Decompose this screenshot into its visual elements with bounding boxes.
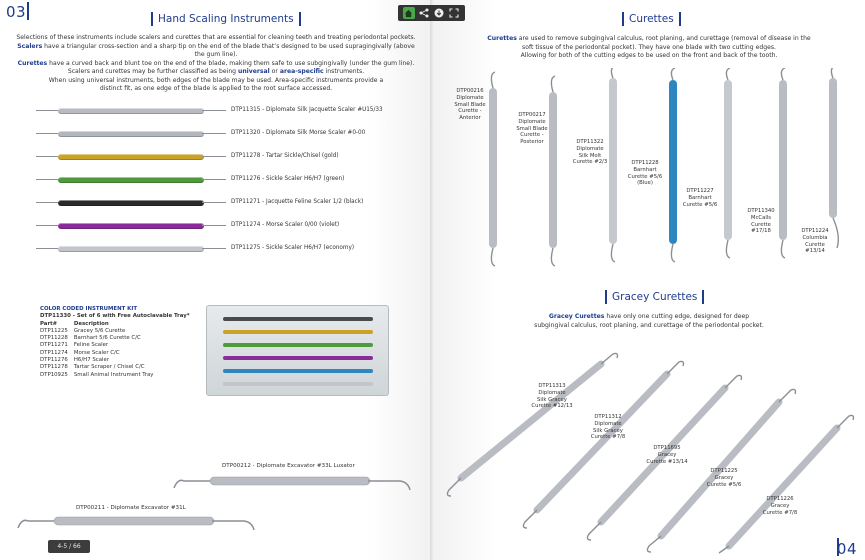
intro-line: subgingival calculus, root planing, and curettage of the periodontal pocket. xyxy=(534,321,764,329)
curette-label xyxy=(795,228,835,255)
gracey-part: DTP11313 xyxy=(538,383,566,389)
curette-line: Curette #5/6 xyxy=(682,201,718,208)
instrument-row[interactable] xyxy=(36,151,339,163)
intro-paragraph xyxy=(14,34,418,94)
intro-line xyxy=(14,60,418,69)
curette-part: DTP00216 xyxy=(456,88,484,94)
kit-subtitle: DTP11330 - Set of 6 with Free Autoclavable Tray* xyxy=(40,313,190,320)
curette-line: Diplomate xyxy=(576,145,604,152)
gracey-intro xyxy=(503,313,795,330)
instrument-label: DTP11320 - Diplomate Silk Morse Scaler #0-00 xyxy=(231,130,366,136)
instrument-image xyxy=(36,105,226,117)
share-icon xyxy=(419,8,429,18)
highlight-universal: universal xyxy=(238,68,270,75)
kit-part: DTP11276 xyxy=(40,357,68,364)
excavator-31l-label: DTP00211 - Diplomate Excavator #31L xyxy=(76,505,186,511)
intro-line xyxy=(463,35,835,44)
instrument-row[interactable] xyxy=(36,128,366,140)
home-button[interactable] xyxy=(403,7,415,19)
gracey-line: Gracey xyxy=(714,474,734,481)
curette-part: DTP11227 xyxy=(686,188,714,194)
gracey-part: DTP11226 xyxy=(766,496,794,502)
kit-part: DTP11228 xyxy=(40,335,68,342)
gracey-line: Gracey xyxy=(657,451,677,458)
gracey-line: Curette #13/14 xyxy=(646,458,688,465)
page-number-left: 03 xyxy=(6,3,27,21)
curette-line: Anterior xyxy=(459,115,481,122)
kit-desc: Feline Scaler xyxy=(73,342,109,349)
curette-line: #13/14 xyxy=(805,248,825,255)
kit-desc: Small Animal Instrument Tray xyxy=(73,371,154,378)
left-page xyxy=(0,0,432,560)
intro-line: Selections of these instruments include scalers and curettes that are essential for cleaning teeth and treating periodontal pockets. xyxy=(16,34,416,41)
instrument-row[interactable] xyxy=(36,174,345,186)
gracey-line: Diplomate xyxy=(538,389,566,396)
intro-text: Scalers and curettes may be further classified as being xyxy=(67,68,238,75)
curette-line: Curette #5/6 xyxy=(627,173,663,180)
gracey-line: Diplomate xyxy=(594,420,622,427)
gracey-line: Silk Gracey xyxy=(593,427,623,434)
instrument-image xyxy=(36,128,226,140)
tray-instrument xyxy=(223,330,373,334)
intro-line: When using universal instruments, both edges of the blade may be used. Area-specific instruments provide a xyxy=(48,76,384,84)
curette-label xyxy=(741,208,781,235)
table-row xyxy=(40,357,159,364)
curette-line: Curette xyxy=(805,241,825,248)
highlight-gracey: Gracey Curettes xyxy=(548,313,605,320)
curette-line: Posterior xyxy=(520,139,544,146)
tray-instrument xyxy=(223,382,373,386)
heading-gracey-curettes: Gracey Curettes xyxy=(605,290,704,304)
curette-label xyxy=(621,160,669,187)
curette-label xyxy=(511,112,553,146)
intro-text: instruments. xyxy=(323,68,365,75)
curette-label xyxy=(449,88,491,122)
highlight-curettes: Curettes xyxy=(17,59,48,67)
curette-line: #17/18 xyxy=(751,228,771,235)
tray-instrument xyxy=(223,369,373,373)
instrument-row[interactable] xyxy=(36,220,340,232)
instrument-label: DTP11271 - Jacquette Feline Scaler 1/2 (black) xyxy=(231,199,364,205)
gracey-label xyxy=(699,468,749,488)
table-row xyxy=(40,372,159,379)
table-row xyxy=(40,335,159,342)
curette-line: Small Blade xyxy=(516,125,548,132)
kit-desc: Gracey 5/6 Curette xyxy=(73,327,126,334)
instrument-image xyxy=(36,243,226,255)
kit-part: DTP11271 xyxy=(40,342,68,349)
curette-line: Barnhart xyxy=(688,194,712,201)
instrument-image xyxy=(36,151,226,163)
kit-part: DTP11278 xyxy=(40,364,68,371)
gracey-label xyxy=(639,445,695,465)
intro-text: have a triangular cross-section and a sharp tip on the end of the blade that’s designed to be used supragingivally (above the gum line). xyxy=(42,42,415,58)
gracey-line: Curette #7/8 xyxy=(762,509,798,516)
page-counter: 4-5 / 66 xyxy=(48,540,90,553)
intro-line: soft tissue of the periodontal pocket). They have one blade with two cutting edges. xyxy=(522,43,776,51)
intro-line xyxy=(503,313,795,322)
table-row xyxy=(40,364,159,371)
intro-line xyxy=(14,43,418,60)
gracey-line: Silk Gracey xyxy=(537,396,567,403)
tray-instrument xyxy=(223,343,373,347)
viewer-toolbar xyxy=(398,5,465,21)
instrument-row[interactable] xyxy=(36,243,355,255)
instrument-label: DTP11276 - Sickle Scaler H6/H7 (green) xyxy=(231,176,345,182)
tray-instrument xyxy=(223,356,373,360)
instrument-tray-image xyxy=(206,305,389,396)
curette-part: DTP11224 xyxy=(801,228,829,234)
instrument-label: DTP11275 - Sickle Scaler H6/H7 (economy) xyxy=(231,245,355,251)
highlight-scalers: Scalers xyxy=(17,42,43,50)
gracey-line: Curette #12/13 xyxy=(531,403,573,410)
curette-line: Diplomate xyxy=(456,94,484,101)
curette-line: Curette - xyxy=(458,108,482,115)
gracey-line: Curette #5/6 xyxy=(706,481,742,488)
table-row xyxy=(40,328,159,335)
intro-text: have only one cutting edge, designed for deep xyxy=(604,313,750,320)
heading-hand-scaling: Hand Scaling Instruments xyxy=(151,12,301,26)
instrument-label: DTP11278 - Tartar Sickle/Chisel (gold) xyxy=(231,153,339,159)
curette-part: DTP00217 xyxy=(518,112,546,118)
curette-line: (Blue) xyxy=(637,180,653,187)
instrument-image xyxy=(36,174,226,186)
curette-line: Diplomate xyxy=(518,118,546,125)
instrument-row[interactable] xyxy=(36,105,383,117)
heading-curettes: Curettes xyxy=(622,12,681,26)
curette-part: DTP11340 xyxy=(747,208,775,214)
gracey-label xyxy=(755,496,805,516)
gracey-line: Curette #7/8 xyxy=(590,434,626,441)
gracey-line: Gracey xyxy=(770,502,790,509)
curette-line: Columbia xyxy=(802,234,828,241)
gracey-part: DTP11312 xyxy=(594,414,622,420)
intro-text: have a curved back and blunt toe on the end of the blade, making them safe to use subgingivally (under the gum line). xyxy=(47,59,415,67)
share-button[interactable] xyxy=(418,7,430,19)
gracey-part: DTP11695 xyxy=(653,445,681,451)
instrument-label: DTP11274 - Morse Scaler 0/00 (violet) xyxy=(231,222,340,228)
instrument-image xyxy=(36,220,226,232)
table-row xyxy=(40,350,159,357)
tray-instrument xyxy=(223,317,373,321)
kit-desc: Morse Scaler C/C xyxy=(73,349,120,356)
intro-text: or xyxy=(269,68,280,75)
instrument-kit xyxy=(40,306,190,379)
kit-part: DTP11274 xyxy=(40,349,68,356)
instrument-label: DTP11315 - Diplomate Silk Jacquette Scaler #U15/33 xyxy=(231,107,383,113)
kit-title: COLOR CODED INSTRUMENT KIT xyxy=(40,306,138,312)
download-button[interactable] xyxy=(433,7,445,19)
curette-line: Curette - xyxy=(520,132,544,139)
intro-line: distinct fit, as one edge of the blade is applied to the root surface accessed. xyxy=(99,85,333,92)
intro-text: are used to remove subgingival calculus, root planing, and curettage (removal of disease in the xyxy=(516,35,811,42)
excavator-33l-label: DTP00212 - Diplomate Excavator #33L Luxator xyxy=(222,463,355,469)
curette-line: Silk Molt xyxy=(578,152,602,159)
excavator-33l-image xyxy=(172,468,412,494)
curette-line: Curette #2/3 xyxy=(572,159,608,166)
fullscreen-button[interactable] xyxy=(448,7,460,19)
instrument-row[interactable] xyxy=(36,197,364,209)
kit-part: DTP11225 xyxy=(40,327,68,334)
highlight-area-specific: area-specific xyxy=(279,68,324,75)
intro-line xyxy=(14,68,418,77)
curette-part: DTP11322 xyxy=(576,139,604,145)
kit-table xyxy=(40,321,159,379)
right-page xyxy=(433,0,865,560)
page-number-right: 04 xyxy=(836,540,857,558)
kit-part: DTP10925 xyxy=(40,371,68,378)
curettes-intro xyxy=(463,35,835,61)
kit-desc: Tartar Scraper / Chisel C/C xyxy=(73,364,145,371)
curette-line: McCalls xyxy=(750,214,772,221)
gracey-label xyxy=(527,383,577,410)
kit-desc: Barnhart 5/6 Curette C/C xyxy=(73,335,141,342)
curette-label xyxy=(567,139,613,166)
table-row xyxy=(40,342,159,349)
instrument-image xyxy=(36,197,226,209)
kit-col-part: Part# xyxy=(40,320,58,327)
curette-line: Barnhart xyxy=(633,166,657,173)
fullscreen-icon xyxy=(449,8,459,18)
curette-line: Curette xyxy=(751,221,771,228)
gracey-part: DTP11225 xyxy=(710,468,738,474)
excavator-31l-image xyxy=(16,508,256,534)
page-number-bar xyxy=(27,2,29,20)
kit-header-row xyxy=(40,321,159,328)
intro-line: Allowing for both of the cutting edges to be used on the front and back of the tooth. xyxy=(520,52,778,59)
gracey-label xyxy=(583,414,633,441)
home-icon xyxy=(404,9,413,18)
highlight-curettes: Curettes xyxy=(487,35,517,42)
download-icon xyxy=(434,8,444,18)
kit-desc: H6/H7 Scaler xyxy=(73,357,110,364)
curette-line: Small Blade xyxy=(454,101,486,108)
curette-part: DTP11228 xyxy=(631,160,659,166)
curette-label xyxy=(677,188,723,208)
kit-col-desc: Description xyxy=(73,320,109,327)
